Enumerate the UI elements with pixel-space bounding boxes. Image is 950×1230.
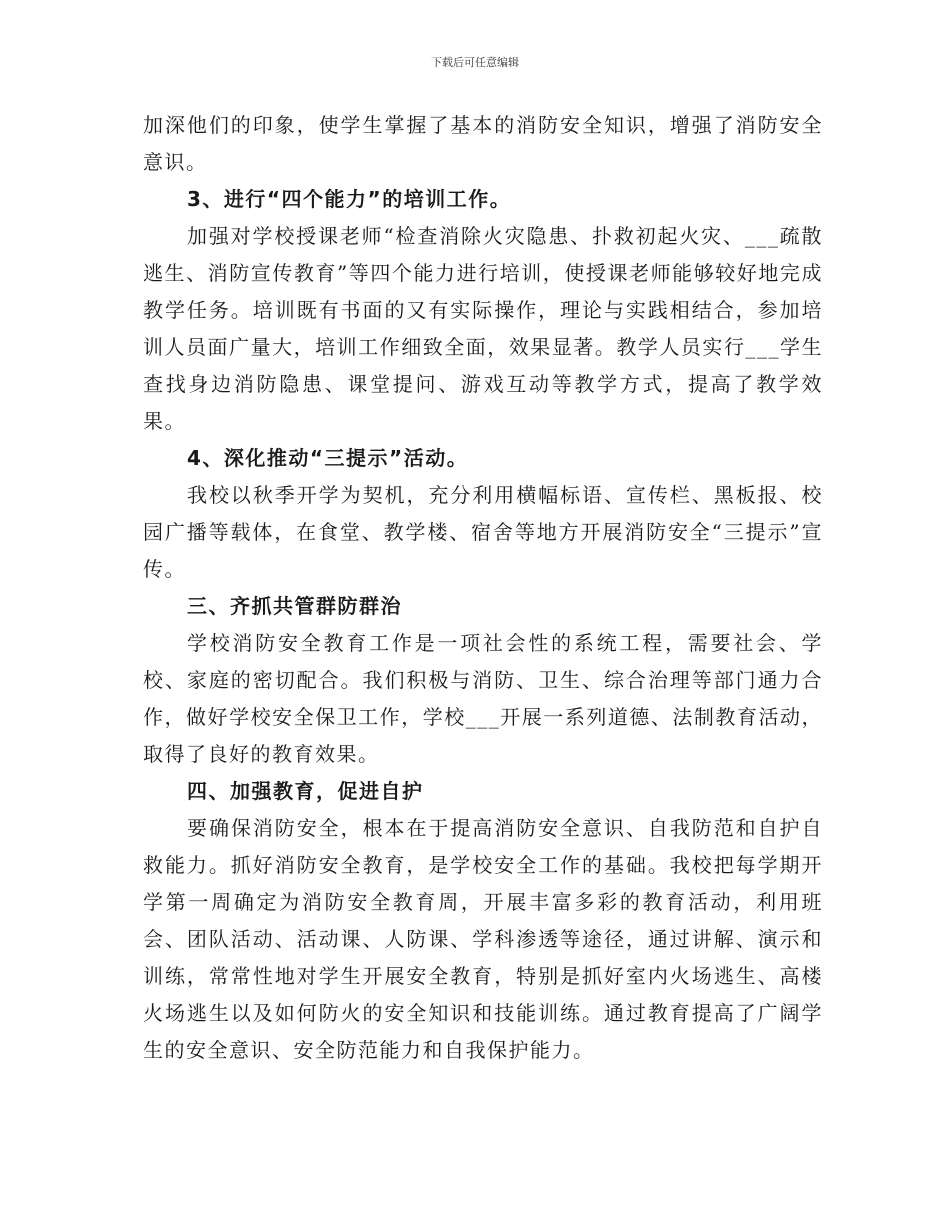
paragraph-education-self-protection: 要确保消防安全，根本在于提高消防安全意识、自我防范和自护自救能力。抓好消防安全教育，是学校安全工作的基础。我校把每学期开学第一周确定为消防安全教育周，开展丰富多彩的教育活动，利用班会、团队活动、活动课、人防课、学科渗透等途径，通过讲解、演示和训练，常常性地对学生开展安全教育，特别是抓好室内火场逃生、高楼火场逃生以及如何防火的安全知识和技能训练。通过教育提高了广阔学生的安全意识、安全防范能力和自我保护能力。	[143, 816, 823, 1062]
paragraph-three-reminders: 我校以秋季开学为契机，充分利用横幅标语、宣传栏、黑板报、校园广播等载体，在食堂、教学楼、宿舍等地方开展消防安全“三提示”宣传。	[143, 483, 823, 581]
paragraph-four-abilities: 加强对学校授课老师“检查消除火灾隐患、扑救初起火灾、___疏散逃生、消防宣传教育”等四个能力进行培训，使授课老师能够较好地完成教学任务。培训既有书面的又有实际操作，理论与实践相结合，参加培训人员面广量大，培训工作细致全面，效果显著。教学人员实行___学生查找身边消防隐患、课堂提问、游戏互动等教学方式，提高了教学效果。	[143, 224, 823, 433]
paragraph-intro: 加深他们的印象，使学生掌握了基本的消防安全知识，增强了消防安全意识。	[143, 113, 823, 174]
page-header: 下载后可任意编辑	[431, 56, 519, 69]
heading-joint-management: 三、齐抓共管群防群治	[187, 594, 402, 618]
heading-four-abilities: 3、进行“四个能力”的培训工作。	[187, 187, 512, 211]
heading-education-self-protection: 四、加强教育，促进自护	[187, 779, 424, 803]
document-body	[143, 107, 823, 1069]
heading-three-reminders: 4、深化推动“三提示”活动。	[187, 446, 469, 470]
paragraph-joint-management: 学校消防安全教育工作是一项社会性的系统工程，需要社会、学校、家庭的密切配合。我们积极与消防、卫生、综合治理等部门通力合作，做好学校安全保卫工作，学校___开展一系列道德、法制教育活动，取得了良好的教育效果。	[143, 631, 823, 766]
